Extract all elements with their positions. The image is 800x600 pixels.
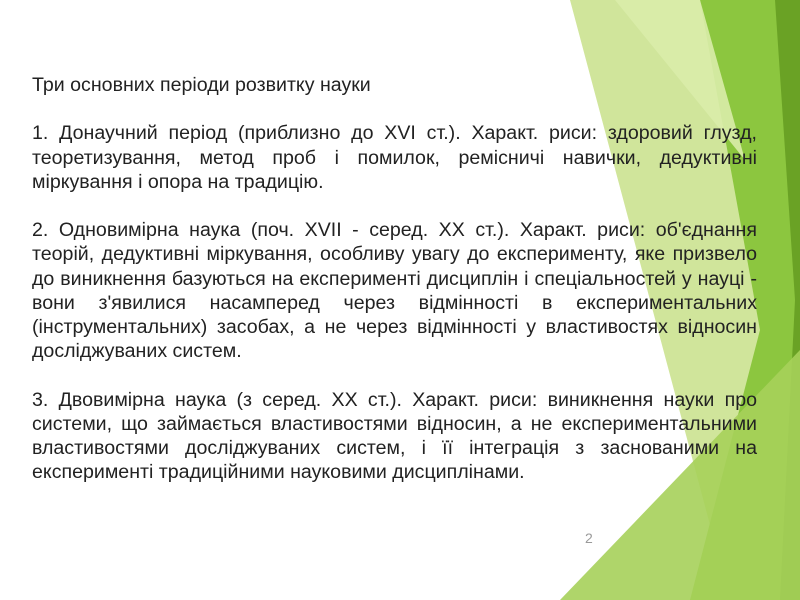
period-paragraph-2: 2. Одновимірна наука (поч. XVII - серед. XX ст.). Характ. риси: об'єднання теорій, дедуктивні міркування, особливу увагу до експерименту, яке призвело до виникнення базуються на експерименті дисциплін і спеціальностей у науці - вони з'явилися насамперед через відмінності в експериментальних (інструментальних) засобах, а не через відмінності у властивостях відносин досліджуваних систем.	[32, 219, 757, 363]
period-paragraph-1: 1. Донаучний період (приблизно до XVI ст.). Характ. риси: здоровий глузд, теоретизування, метод проб і помилок, ремісничі навички, дедуктивні міркування і опора на традицію.	[32, 122, 757, 193]
slide-title: Три основних періоди розвитку науки	[32, 74, 371, 96]
slide-content	[32, 73, 757, 484]
slide-number: 2	[585, 530, 593, 546]
period-paragraph-3: 3. Двовимірна наука (з серед. XX ст.). Характ. риси: виникнення науки про системи, що займається властивостями відносин, а не експериментальними властивостями досліджуваних систем, і її інтеграція з заснованими на експерименті традиційними науковими дисциплінами.	[32, 388, 757, 484]
